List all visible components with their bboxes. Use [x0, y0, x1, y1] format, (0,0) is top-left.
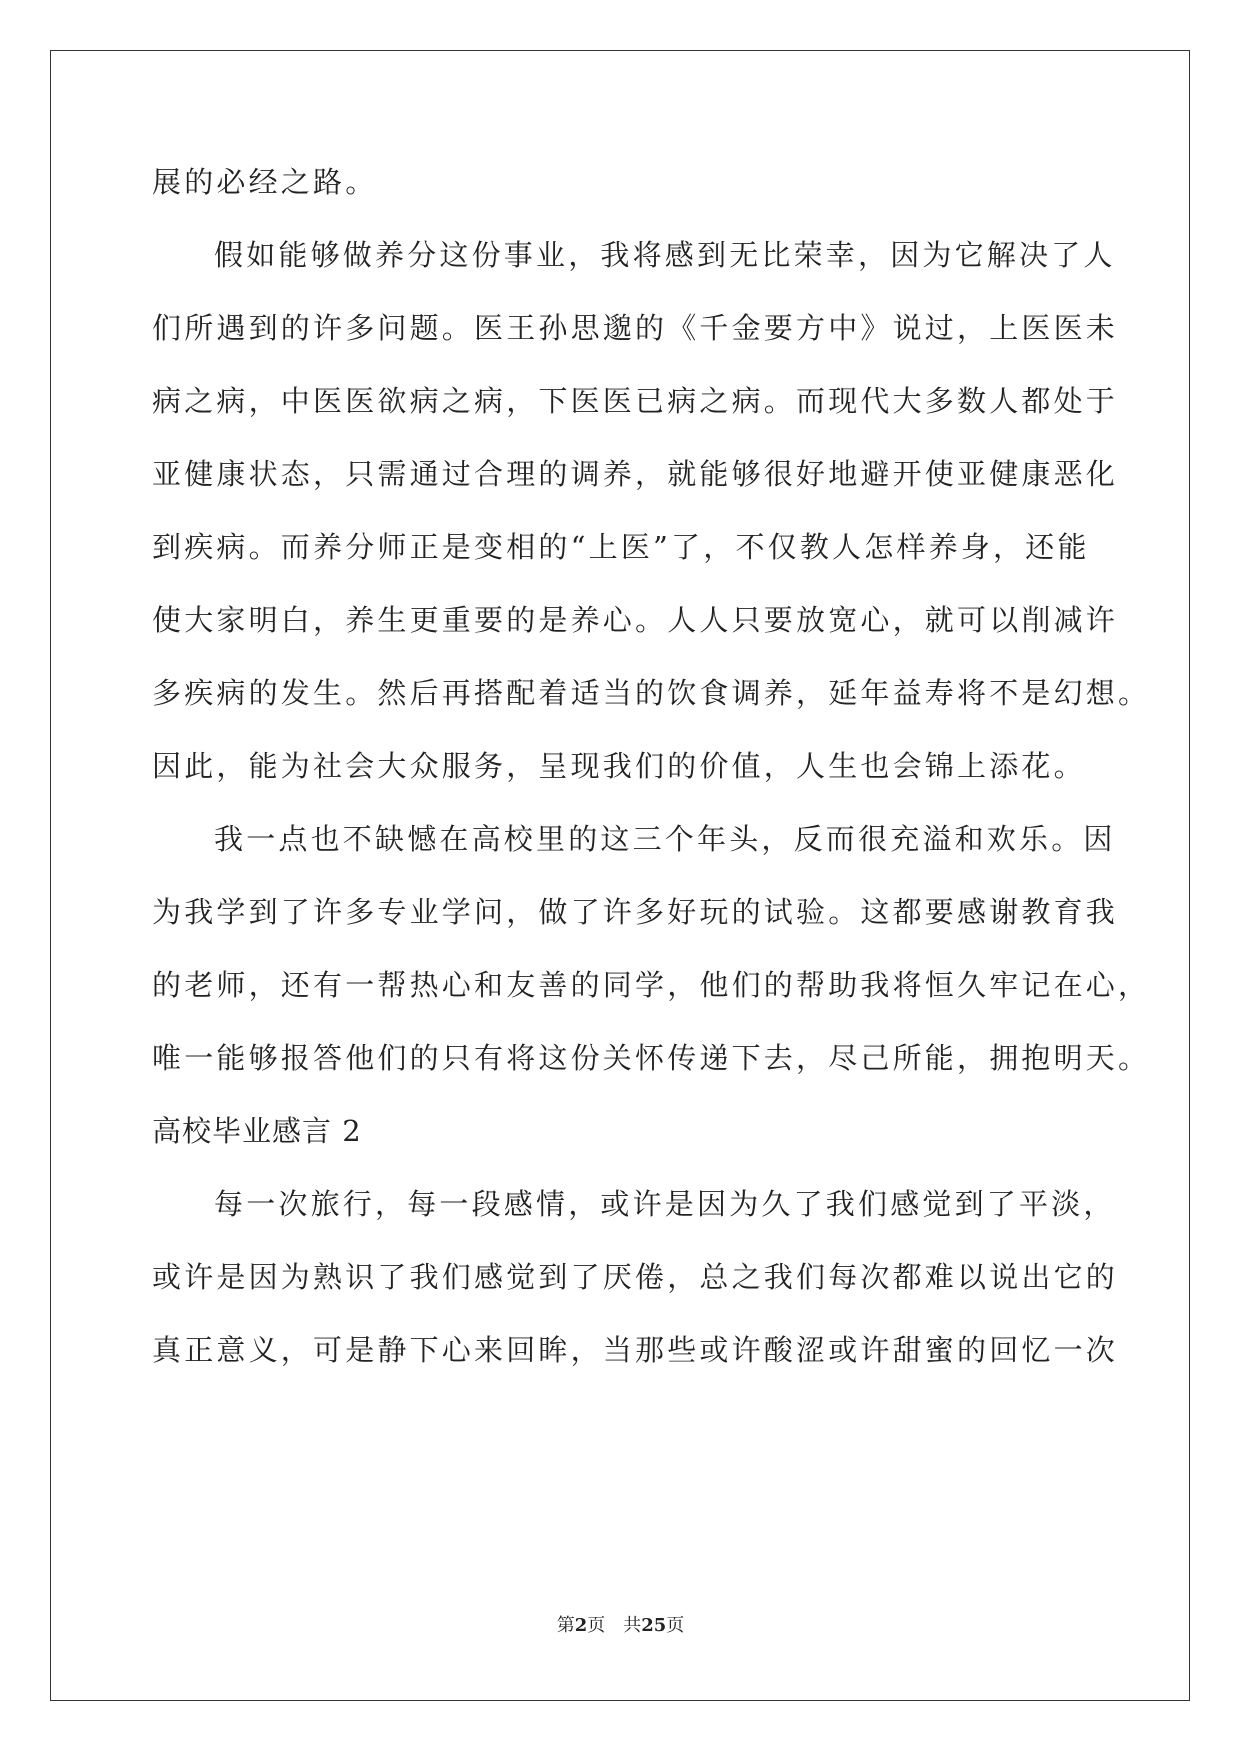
text-line: 亚健康状态，只需通过合理的调养，就能够很好地避开使亚健康恶化	[152, 457, 1119, 491]
text-line: 因此，能为社会大众服务，呈现我们的价值，人生也会锦上添花。	[152, 749, 1086, 783]
paragraph-first-line: 每一次旅行，每一段感情，或许是因为久了我们感觉到了平淡，	[214, 1187, 1116, 1221]
page-prefix: 第	[556, 1615, 575, 1636]
text-line: 真正意义，可是静下心来回眸，当那些或许酸涩或许甜蜜的回忆一次	[152, 1333, 1119, 1367]
text-line: 为我学到了许多专业学问，做了许多好玩的试验。这都要感谢教育我	[152, 895, 1119, 929]
text-line: 唯一能够报答他们的只有将这份关怀传递下去，尽己所能，拥抱明天。	[152, 1041, 1151, 1075]
text-line: 展的必经之路。	[152, 165, 378, 199]
total-prefix: 共	[623, 1615, 642, 1636]
page-border	[50, 50, 1190, 1701]
text-line: 或许是因为熟识了我们感觉到了厌倦，总之我们每次都难以说出它的	[152, 1260, 1119, 1294]
page-footer	[0, 1614, 1241, 1638]
text-line: 使大家明白，养生更重要的是养心。人人只要放宽心，就可以削减许	[152, 603, 1119, 637]
text-line: 到疾病。而养分师正是变相的“上医”了，不仅教人怎样养身，还能	[152, 530, 1090, 564]
total-suffix: 页	[666, 1615, 685, 1636]
text-line: 病之病，中医医欲病之病，下医医已病之病。而现代大多数人都处于	[152, 384, 1119, 418]
paragraph-first-line: 假如能够做养分这份事业，我将感到无比荣幸，因为它解决了人	[214, 238, 1116, 272]
text-line: 们所遇到的许多问题。医王孙思邈的《千金要方中》说过，上医医未	[152, 311, 1119, 345]
paragraph-first-line: 我一点也不缺憾在高校里的这三个年头，反而很充溢和欢乐。因	[214, 822, 1116, 856]
page-suffix: 页	[587, 1615, 606, 1636]
text-line: 的老师，还有一帮热心和友善的同学，他们的帮助我将恒久牢记在心，	[152, 968, 1151, 1002]
section-heading: 高校毕业感言 2	[152, 1114, 362, 1148]
text-line: 多疾病的发生。然后再搭配着适当的饮食调养，延年益寿将不是幻想。	[152, 676, 1151, 710]
current-page-number: 2	[574, 1615, 588, 1636]
total-page-number: 25	[641, 1615, 667, 1636]
